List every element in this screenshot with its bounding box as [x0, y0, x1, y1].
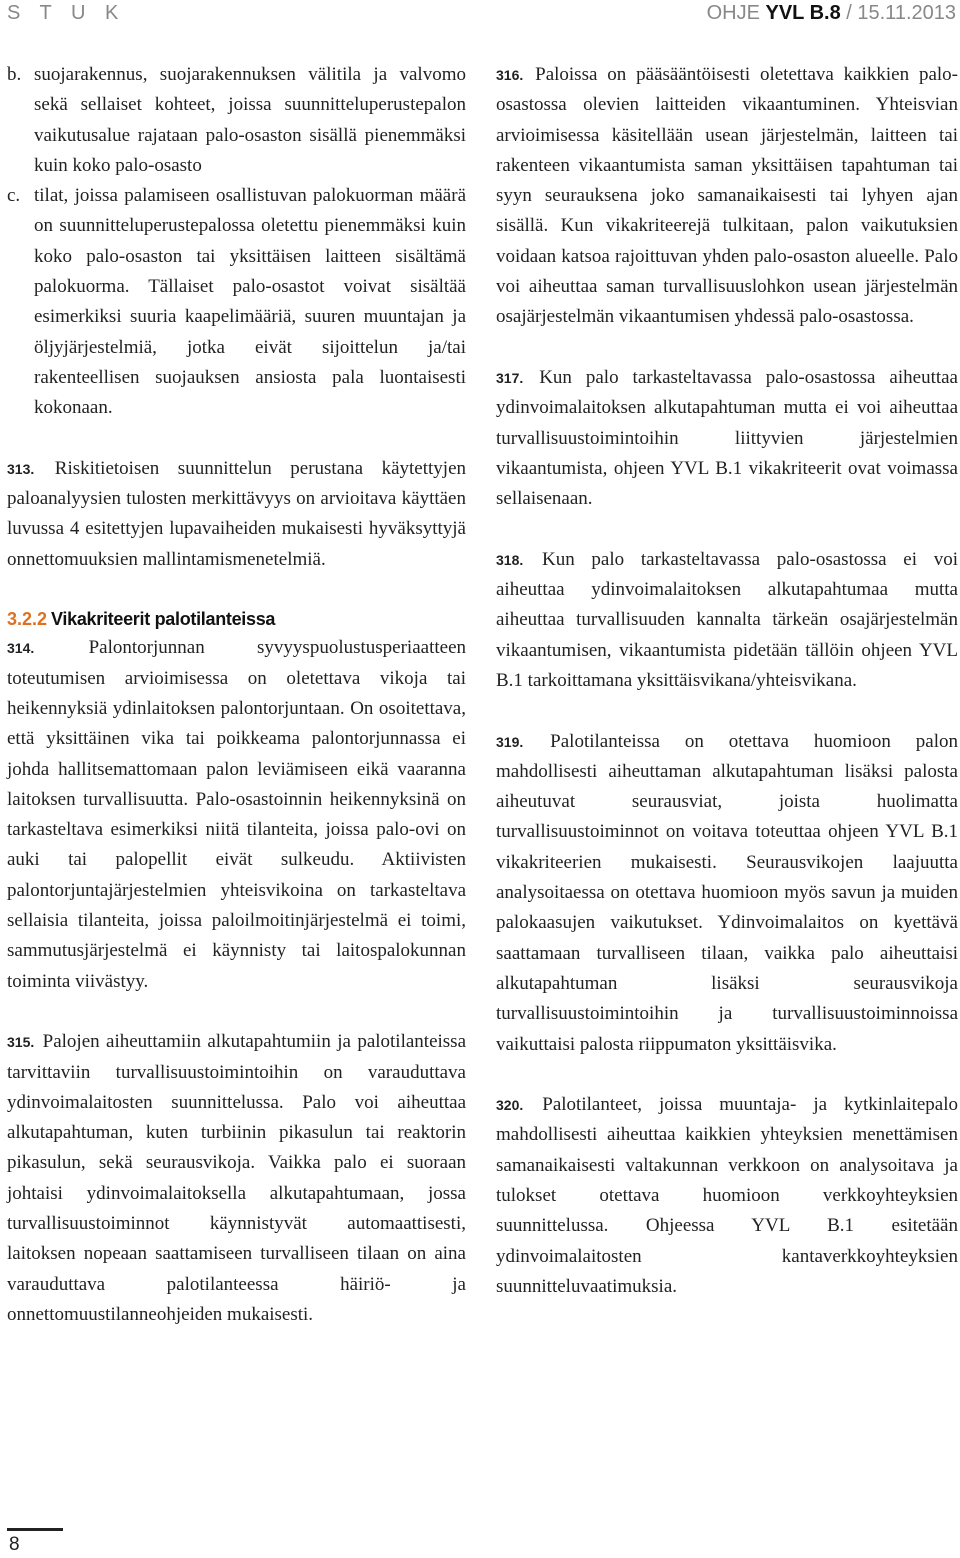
paragraph-313-number: 313. — [7, 460, 35, 477]
list-item-b-text: suojarakennus, suojarakennuksen välitila ja valvomo sekä sellaiset kohteet, joissa suunnitteluperustepalon vaikutusalue rajataan palo-osaston sisällä pienemmäksi kuin koko palo-osasto — [34, 64, 466, 176]
paragraph-319-text: Palotilanteissa on otettava huomioon palon mahdollisesti aiheuttaman alkutapahtuman lisäksi palosta aiheutuvat seurausviat, joista huolimatta turvallisuustoiminnot on voitava toteuttaa ohjeen YVL B.1 vikakriteerien mukaisesti. Seurausvikojen laajuutta analysoitaessa on otettava huomioon myös savun ja muiden palokaasujen vaikutukset. Ydinvoimalaitos on kyettävä saattamaan turvalliseen tilaan, vaikka palo aiheuttaisi alkutapahtuman lisäksi seurausvikoja turvallisuustoimintoihin ja turvallisuustoiminnoissa vaikuttaisi palosta riippumaton yksittäisvika. — [496, 730, 958, 1055]
section-heading — [7, 605, 466, 633]
paragraph-320-text: Palotilanteet, joissa muuntaja- ja kytkinlaitepalo mahdollisesti aiheuttaa kaikkien yhteyksien menettämisen samanaikaisesti valtakunnan verkkoon on analysoitava ja tulokset otettava huomioon verkkoyhteyksien suunnittelussa. Ohjeessa YVL B.1 esitetään ydinvoimalaitosten kantaverkkoyhteyksien suunnitteluvaatimuksia. — [496, 1094, 959, 1297]
paragraph-317-number: 317. — [496, 369, 524, 386]
header-guide-info — [707, 2, 956, 25]
list-item-c-label: c. — [7, 185, 21, 207]
paragraph-314-text: Palontorjunnan syvyyspuolustusperiaatteen toteutumisen arvioimisessa on oletettava vikoja tai heikennyksiä ydinlaitoksen palontorjuntaan. On osoitettava, että yksittäinen vika tai poikkeama palontorjunnassa ei johda hallitsemattomaan palon leviämiseen eikä vaaranna laitoksen turvallisuutta. Palo-osastoinnin heikennyksinä on tarkasteltava esimerkiksi niitä tilanteita, joissa palo-ovi on auki tai palopellit eivät sulkeudu. Aktiivisten palontorjuntajärjestelmien yhteisvikoina on tarkasteltava sellaisia tilanteita, joissa paloilmoitinjärjestelmä ei toimi, sammutusjärjestelmä ei käynnisty tai laitospalokunnan toiminta viivästyy. — [7, 637, 466, 992]
paragraph-319-number: 319. — [496, 733, 524, 750]
section-title: Vikakriteerit palotilanteissa — [51, 609, 276, 630]
paragraph-313-text: Riskitietoisen suunnittelun perustana käytettyjen paloanalyysien tulosten merkittävyys on arvioitava käyttäen luvussa 4 esitettyjen lupavaiheiden mukaisesti hyväksyttyjä onnettomuuksien mallintamismenetelmiä. — [7, 457, 467, 570]
paragraph-317-text: Kun palo tarkasteltavassa palo-osastossa aiheuttaa ydinvoimalaitoksen alkutapahtuman mutta ei voi aiheuttaa turvallisuustoimintoihin liittyvien järjestelmien vikaantumista, ohjeen YVL B.1 vikakriteerit ovat voimassa sellaisenaan. — [496, 366, 958, 510]
paragraph-318 — [496, 545, 958, 696]
paragraph-316 — [496, 60, 958, 333]
paragraph-314 — [7, 633, 466, 997]
list-item-b-label: b. — [7, 64, 22, 85]
footer-rule — [7, 1528, 63, 1531]
section-number: 3.2.2 — [7, 609, 48, 630]
paragraph-318-number: 318. — [496, 551, 524, 568]
list-item-c — [7, 181, 466, 423]
paragraph-315-number: 315. — [7, 1034, 35, 1051]
list-item-b — [7, 60, 466, 181]
paragraph-315-text: Palojen aiheuttamiin alkutapahtumiin ja palotilanteissa tarvittaviin turvallisuustoimintoihin on varauduttava ydinvoimalaitosten suunnittelussa. Palo voi aiheuttaa alkutapahtuman, kuten turbiinin pikasulun tai reaktorin pikasulun, sekä seurausvikoja. Vaikka palo ei suoraan johtaisi ydinvoimalaitoksella alkutapahtumaan, jossa turvallisuustoiminnot käynnistyvät automaattisesti, laitoksen nopeaan saattamiseen turvalliseen tilaan on aina varauduttava palotilanteessa häiriö- ja onnettomuustilanneohjeiden mukaisesti. — [7, 1031, 467, 1325]
paragraph-315 — [7, 1027, 466, 1330]
header-guide-code: YVL B.8 — [765, 2, 841, 24]
page-number: 8 — [9, 1534, 20, 1555]
left-column — [7, 60, 466, 1330]
header-date: / 15.11.2013 — [840, 2, 956, 24]
paragraph-316-text: Paloissa on pääsääntöisesti oletettava kaikkien palo-osastossa olevien laitteiden vikaantuminen. Yhteisvian arvioimisessa käsitellään usean järjestelmän, laitteen tai rakenteen vikaantumista saman yksittäisen tapahtuman tai syyn seurauksena joko samanaikaisesti tai lyhyen ajan sisällä. Kun vikakriteerejä tulkitaan, palon vaikutuksien voidaan katsoa rajoittuvan yhden palo-osaston alueelle. Palo voi aiheuttaa saman turvallisuuslohkon usean järjestelmän osajärjestelmän vikaantumisen yhdessä palo-osastossa. — [496, 64, 959, 328]
paragraph-320 — [496, 1090, 958, 1302]
paragraph-313 — [7, 454, 466, 575]
paragraph-319 — [496, 727, 958, 1060]
paragraph-317 — [496, 363, 958, 514]
paragraph-316-number: 316. — [496, 67, 524, 83]
paragraph-320-number: 320. — [496, 1097, 524, 1114]
header-organization: S T U K — [7, 2, 126, 24]
paragraph-318-text: Kun palo tarkasteltavassa palo-osastossa ei voi aiheuttaa ydinvoimalaitoksen alkutapahtumaa mutta aiheuttaa turvallisuuden kannalta tärkeän osajärjestelmän vikaantumisen, vikaantumista pidetään tällöin ohjeen YVL B.1 tarkoittamana yksittäisvikana/yhteisvikana. — [496, 548, 958, 691]
right-column — [496, 60, 958, 1302]
header-prefix: OHJE — [706, 2, 766, 24]
list-item-c-text: tilat, joissa palamiseen osallistuvan palokuorman määrä on suunnitteluperustepalossa oletettu pienemmäksi kuin koko palo-osaston tai yksittäisen laitteen sisältämä palokuorma. Tällaiset palo-osastot voivat sisältää esimerkiksi suuria kaapelimääriä, suuren muuntajan ja öljyjärjestelmiä, jotka eivät sijoittelun ja/tai rakenteellisen suojauksen ansiosta pala luontaisesti kokonaan. — [34, 185, 466, 419]
paragraph-314-number: 314. — [7, 640, 35, 657]
